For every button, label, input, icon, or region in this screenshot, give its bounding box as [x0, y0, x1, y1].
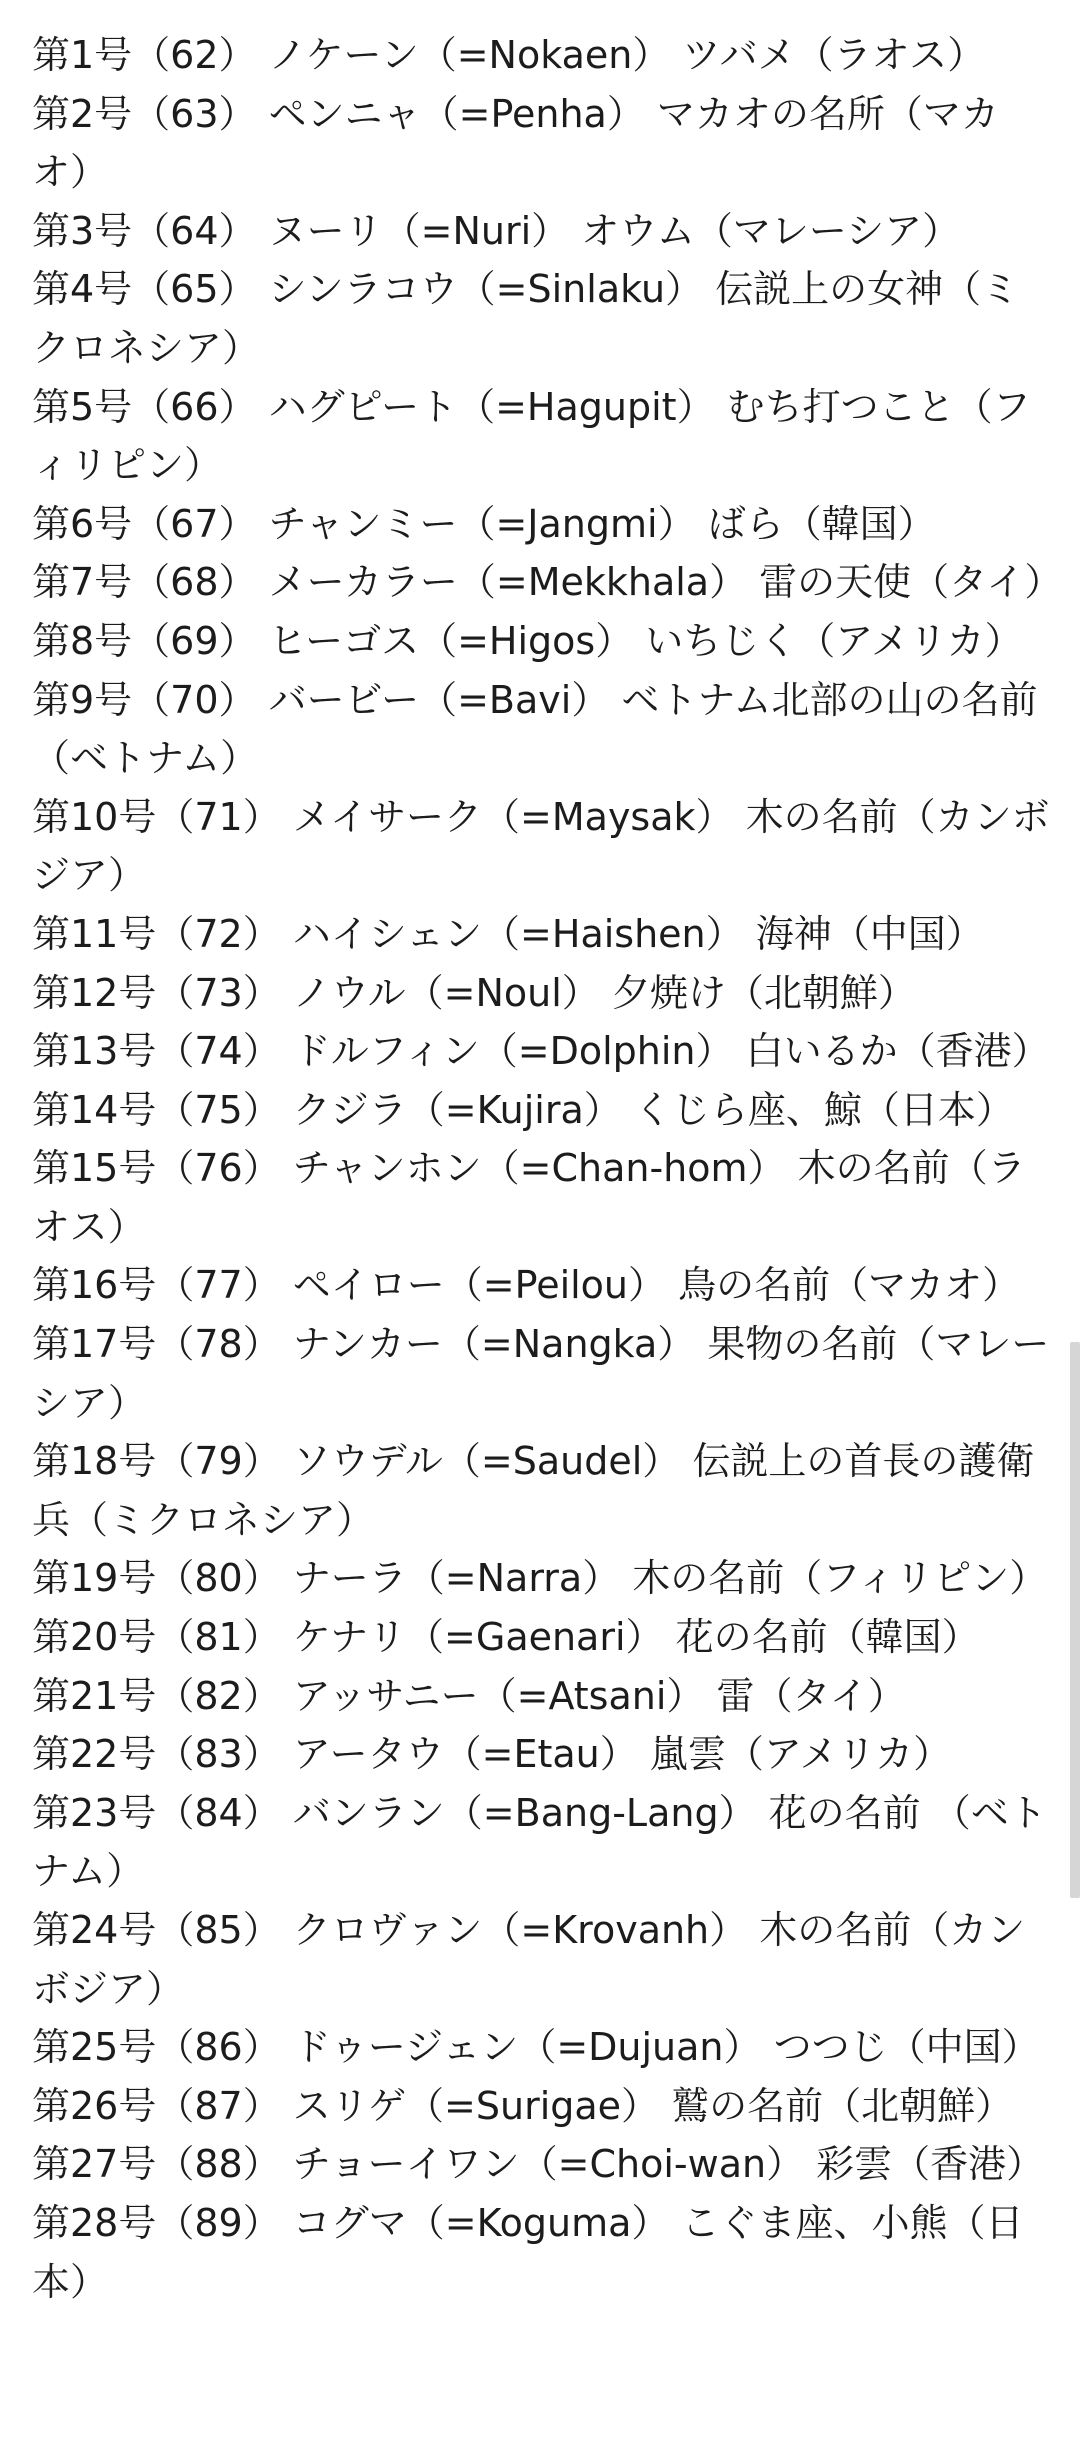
scrollbar[interactable] [1070, 0, 1080, 2456]
list-item: 第9号（70） バービー（=Bavi） ベトナム北部の山の名前（ベトナム） [32, 677, 1038, 781]
list-item: 第15号（76） チャンホン（=Chan-hom） 木の名前（ラオス） [32, 1146, 1026, 1249]
list-item: 第16号（77） ペイロー（=Peilou） 鳥の名前（マカオ） [32, 1263, 1021, 1308]
list-item: 第24号（85） クロヴァン（=Krovanh） 木の名前（カンボジア） [32, 1908, 1026, 2011]
scrollbar-thumb[interactable] [1070, 1342, 1080, 1898]
list-item: 第5号（66） ハグピート（=Hagupit） むち打つこと（フィリピン） [32, 384, 1031, 488]
list-item: 第26号（87） スリゲ（=Surigae） 鷲の名前（北朝鮮） [32, 2083, 1014, 2128]
list-item: 第17号（78） ナンカー（=Nangka） 果物の名前（マレーシア） [32, 1322, 1050, 1425]
list-item: 第23号（84） バンラン（=Bang-Lang） 花の名前 （ベトナム） [32, 1790, 1047, 1894]
list-item: 第19号（80） ナーラ（=Narra） 木の名前（フィリピン） [32, 1556, 1048, 1601]
list-item: 第22号（83） アータウ（=Etau） 嵐雲（アメリカ） [32, 1732, 952, 1777]
list-item: 第11号（72） ハイシェン（=Haishen） 海神（中国） [32, 911, 984, 956]
list-item: 第2号（63） ペンニャ（=Penha） マカオの名所（マカオ） [32, 91, 999, 195]
list-item: 第12号（73） ノウル（=Noul） 夕焼け（北朝鮮） [32, 970, 916, 1015]
list-item: 第25号（86） ドゥージェン（=Dujuan） つつじ（中国） [32, 2025, 1040, 2070]
list-item: 第14号（75） クジラ（=Kujira） くじら座、鯨（日本） [32, 1087, 1014, 1132]
list-item: 第8号（69） ヒーゴス（=Higos） いちじく（アメリカ） [32, 618, 1023, 663]
list-item: 第28号（89） コグマ（=Koguma） こぐま座、小熊（日本） [32, 2200, 1024, 2304]
list-item: 第4号（65） シンラコウ（=Sinlaku） 伝説上の女神（ミクロネシア） [32, 267, 1020, 370]
list-item: 第21号（82） アッサニー（=Atsani） 雷（タイ） [32, 1673, 906, 1718]
list-item: 第27号（88） チョーイワン（=Choi-wan） 彩雲（香港） [32, 2142, 1045, 2187]
list-item: 第18号（79） ソウデル（=Saudel） 伝説上の首長の護衛兵（ミクロネシア） [32, 1439, 1035, 1542]
typhoon-name-list [32, 26, 1063, 2311]
list-item: 第13号（74） ドルフィン（=Dolphin） 白いるか（香港） [32, 1029, 1050, 1074]
list-item: 第6号（67） チャンミー（=Jangmi） ばら（韓国） [32, 501, 936, 546]
list-item: 第3号（64） ヌーリ（=Nuri） オウム（マレーシア） [32, 208, 961, 253]
list-item: 第7号（68） メーカラー（=Mekkhala） 雷の天使（タイ） [32, 560, 1063, 605]
list-item: 第1号（62） ノケーン（=Nokaen） ツバメ（ラオス） [32, 33, 986, 77]
list-item: 第20号（81） ケナリ（=Gaenari） 花の名前（韓国） [32, 1615, 980, 1660]
list-item: 第10号（71） メイサーク（=Maysak） 木の名前（カンボジア） [32, 794, 1050, 898]
